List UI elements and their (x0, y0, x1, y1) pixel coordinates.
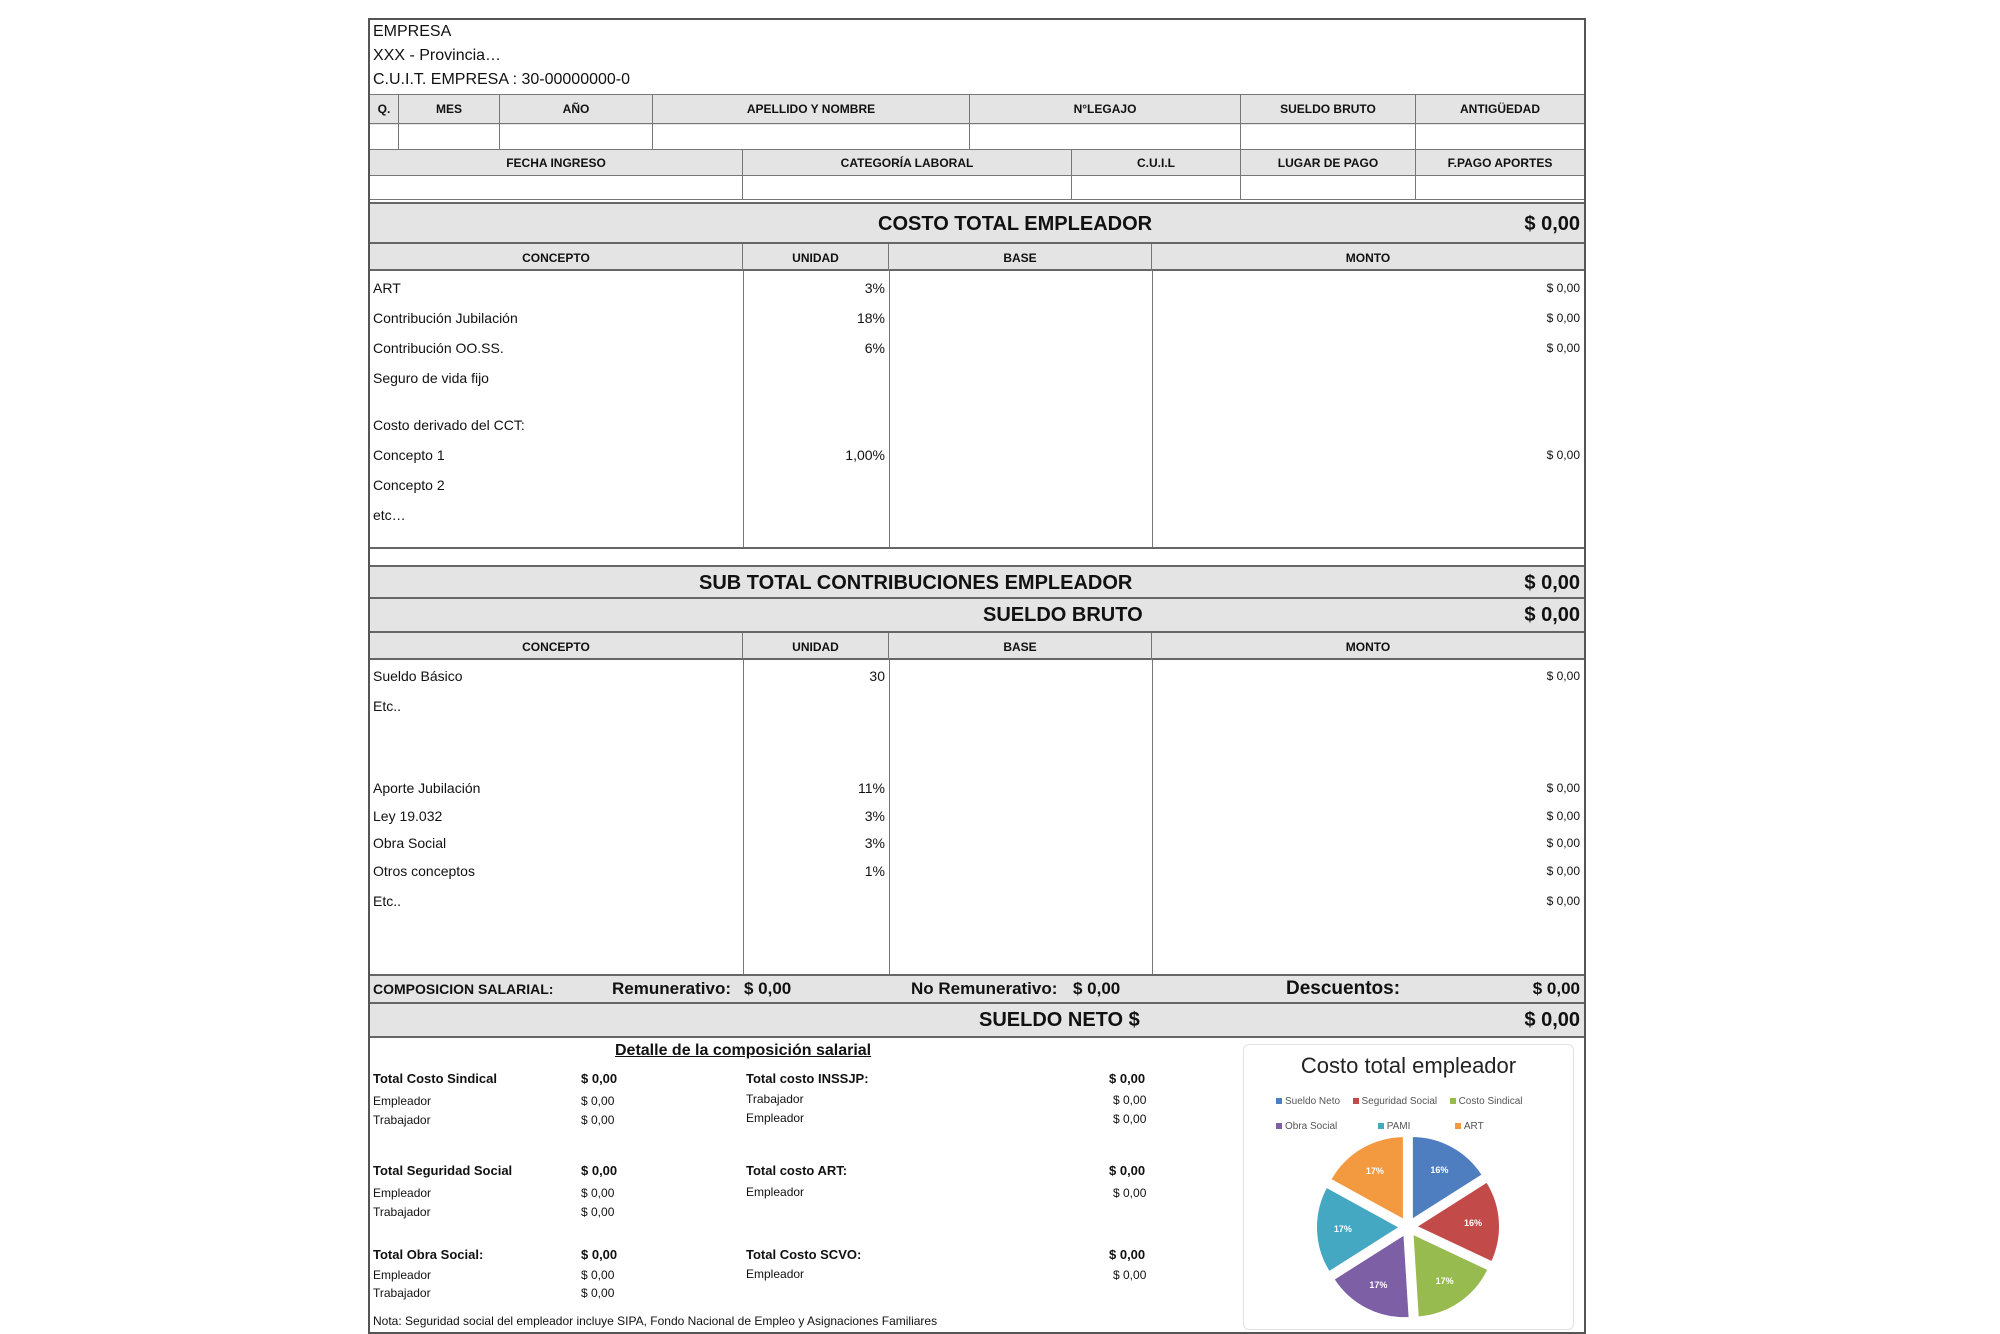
detalle-item-value: $ 0,00 (581, 1286, 615, 1300)
salary-monto: $ 0,00 (1546, 836, 1580, 850)
employer-col-unidad: UNIDAD (743, 244, 889, 271)
value-apellido-nombre[interactable] (653, 124, 970, 150)
detalle-item-label: Trabajador (746, 1092, 804, 1106)
col-anio: AÑO (500, 94, 653, 124)
detalle-block-total: $ 0,00 (581, 1247, 618, 1262)
detalle-block-total: $ 0,00 (1109, 1163, 1146, 1178)
salary-concepto: Sueldo Básico (373, 668, 463, 684)
salary-concepto: Aporte Jubilación (373, 780, 481, 796)
salary-monto: $ 0,00 (1546, 781, 1580, 795)
value-mes[interactable] (399, 124, 500, 150)
salary-concepto: Etc.. (373, 698, 402, 714)
detalle-block-total: $ 0,00 (1109, 1071, 1146, 1086)
detalle-block-title: Total Obra Social: (373, 1247, 484, 1262)
employer-concepto: etc… (373, 507, 406, 523)
col-fecha-ingreso: FECHA INGRESO (370, 150, 743, 176)
salary-concepto: Ley 19.032 (373, 808, 443, 824)
salary-monto: $ 0,00 (1546, 894, 1580, 908)
salary-unidad: 3% (864, 808, 885, 824)
col-q: Q. (370, 94, 399, 124)
employer-monto: $ 0,00 (1546, 281, 1580, 295)
value-lugar-pago[interactable] (1241, 176, 1416, 200)
employer-unidad: 18% (856, 310, 885, 326)
employer-concepto: Contribución OO.SS. (373, 340, 504, 356)
pie-slice-label: 17% (1369, 1280, 1388, 1291)
detalle-item-label: Empleador (373, 1268, 432, 1282)
detalle-item-label: Trabajador (373, 1205, 431, 1219)
detalle-block-title: Total Seguridad Social (373, 1163, 513, 1178)
employer-col-base: BASE (889, 244, 1152, 271)
legend-label: PAMI (1386, 1120, 1411, 1132)
detalle-item-label: Empleador (746, 1185, 805, 1199)
company-cuit: C.U.I.T. EMPRESA : 30-00000000-0 (373, 71, 631, 88)
detalle-item-label: Empleador (746, 1267, 805, 1281)
employer-monto: $ 0,00 (1546, 448, 1580, 462)
divider (370, 547, 1584, 549)
detalle-item-label: Empleador (373, 1186, 432, 1200)
costo-total-value: $ 0,00 (1524, 213, 1580, 235)
salary-monto: $ 0,00 (1546, 669, 1580, 683)
detalle-item-value: $ 0,00 (1113, 1112, 1147, 1126)
value-antiguedad[interactable] (1416, 124, 1584, 150)
legend-swatch (1353, 1098, 1359, 1104)
employer-monto: $ 0,00 (1546, 341, 1580, 355)
legend-label: Seguridad Social (1361, 1095, 1438, 1107)
legend-label: Obra Social (1285, 1120, 1338, 1132)
detalle-item-value: $ 0,00 (1113, 1268, 1147, 1282)
salary-unidad: 30 (869, 668, 885, 684)
costo-total-title: COSTO TOTAL EMPLEADOR (878, 213, 1153, 235)
no-remunerativo-label: No Remunerativo: (911, 979, 1058, 998)
sueldo-neto-title: SUELDO NETO $ (979, 1009, 1140, 1031)
employer-unidad: 1,00% (845, 447, 885, 463)
salary-concepto: Otros conceptos (373, 863, 475, 879)
col-legajo: N°LEGAJO (970, 94, 1241, 124)
col-cuil: C.U.I.L (1072, 150, 1241, 176)
sueldo-bruto-value: $ 0,00 (1524, 604, 1580, 626)
employer-concepto: Costo derivado del CCT: (373, 417, 525, 433)
sueldo-bruto-title: SUELDO BRUTO (983, 604, 1143, 626)
salary-col-base: BASE (889, 633, 1152, 660)
sueldo-neto-band (370, 1004, 1584, 1038)
employer-monto: $ 0,00 (1546, 311, 1580, 325)
salary-monto: $ 0,00 (1546, 809, 1580, 823)
detalle-item-value: $ 0,00 (1113, 1093, 1147, 1107)
remunerativo-label: Remunerativo: (612, 979, 732, 998)
detalle-item-value: $ 0,00 (581, 1113, 615, 1127)
divider (1152, 660, 1153, 974)
detalle-block-title: Total costo INSSJP: (746, 1071, 869, 1086)
descuentos-label: Descuentos: (1286, 978, 1401, 999)
col-fpago-aportes: F.PAGO APORTES (1416, 150, 1584, 176)
costo-total-band (370, 202, 1584, 244)
detalle-item-value: $ 0,00 (581, 1268, 615, 1282)
salary-unidad: 11% (858, 780, 885, 796)
employer-col-monto: MONTO (1345, 250, 1391, 265)
col-antiguedad: ANTIGÜEDAD (1416, 94, 1584, 124)
composicion-label: COMPOSICION SALARIAL: (373, 981, 554, 997)
col-mes: MES (399, 94, 500, 124)
composicion-band (370, 974, 1584, 1004)
col-categoria-laboral: CATEGORÍA LABORAL (743, 150, 1072, 176)
chart-title: Costo total empleador (1300, 1053, 1517, 1078)
legend-label: Costo Sindical (1458, 1095, 1523, 1107)
legend-swatch (1450, 1098, 1456, 1104)
sueldo-bruto-band (370, 599, 1584, 633)
salary-monto: $ 0,00 (1546, 864, 1580, 878)
no-remunerativo-value: $ 0,00 (1073, 979, 1121, 998)
col-lugar-pago: LUGAR DE PAGO (1241, 150, 1416, 176)
subtotal-value: $ 0,00 (1524, 572, 1580, 594)
legend-swatch (1276, 1123, 1282, 1129)
value-cuil[interactable] (1072, 176, 1241, 200)
pie-slice-label: 16% (1463, 1217, 1482, 1228)
chart-container (1243, 1044, 1574, 1330)
employer-concepto: Concepto 1 (373, 447, 445, 463)
employer-concepto: Concepto 2 (373, 477, 445, 493)
remunerativo-value: $ 0,00 (744, 979, 792, 998)
detalle-title: Detalle de la composición salarial (615, 1042, 872, 1059)
detalle-item-value: $ 0,00 (581, 1205, 615, 1219)
value-legajo[interactable] (970, 124, 1241, 150)
subtotal-band (370, 565, 1584, 599)
salary-concepto: Etc.. (373, 893, 402, 909)
company-province: XXX - Provincia… (373, 47, 502, 64)
divider (889, 660, 890, 974)
legend-label: Sueldo Neto (1285, 1095, 1341, 1107)
sueldo-neto-value: $ 0,00 (1524, 1009, 1580, 1031)
employer-unidad: 6% (864, 340, 885, 356)
pie-slice-label: 17% (1435, 1275, 1454, 1286)
detalle-item-label: Trabajador (373, 1113, 431, 1127)
value-fpago-aportes[interactable] (1416, 176, 1584, 200)
employer-concepto: ART (373, 280, 401, 296)
detalle-item-value: $ 0,00 (581, 1094, 615, 1108)
value-anio[interactable] (500, 124, 653, 150)
detalle-item-label: Empleador (373, 1094, 432, 1108)
detalle-block-total: $ 0,00 (581, 1071, 618, 1086)
detalle-item-label: Empleador (746, 1111, 805, 1125)
salary-col-concepto: CONCEPTO (370, 633, 743, 660)
detalle-block-total: $ 0,00 (581, 1163, 618, 1178)
value-fecha-ingreso[interactable] (370, 176, 743, 200)
col-apellido-nombre: APELLIDO Y NOMBRE (653, 94, 970, 124)
detalle-item-label: Trabajador (373, 1286, 431, 1300)
value-categoria-laboral[interactable] (743, 176, 1072, 200)
employer-concepto: Seguro de vida fijo (373, 370, 489, 386)
salary-concepto: Obra Social (373, 835, 447, 851)
value-sueldo-bruto[interactable] (1241, 124, 1416, 150)
salary-col-monto: MONTO (1345, 639, 1391, 654)
col-sueldo-bruto: SUELDO BRUTO (1241, 94, 1416, 124)
legend-item (1353, 1096, 1438, 1107)
legend-item (1276, 1096, 1340, 1107)
employer-unidad: 3% (864, 280, 885, 296)
detalle-item-value: $ 0,00 (1113, 1186, 1147, 1200)
employer-col-concepto: CONCEPTO (370, 244, 743, 271)
detalle-block-title: Total costo ART: (746, 1163, 848, 1178)
legend-item (1450, 1096, 1523, 1107)
employer-concepto: Contribución Jubilación (373, 310, 518, 326)
pie-chart (1284, 1127, 1534, 1327)
descuentos-value: $ 0,00 (1532, 979, 1580, 998)
salary-col-unidad: UNIDAD (743, 633, 889, 660)
salary-unidad: 3% (864, 835, 885, 851)
detalle-block-title: Total Costo Sindical (373, 1071, 497, 1086)
detalle-item-value: $ 0,00 (581, 1186, 615, 1200)
divider (1152, 271, 1153, 547)
pie-slice-label: 17% (1365, 1165, 1384, 1176)
legend-swatch (1276, 1098, 1282, 1104)
divider (889, 271, 890, 547)
salary-unidad: 1% (864, 863, 885, 879)
legend-label: ART (1463, 1120, 1484, 1132)
company-name: EMPRESA (373, 23, 452, 40)
detalle-block-title: Total Costo SCVO: (746, 1247, 862, 1262)
pie-slice-label: 16% (1430, 1164, 1449, 1175)
pie-slice-label: 17% (1333, 1224, 1352, 1235)
detalle-nota: Nota: Seguridad social del empleador incluye SIPA, Fondo Nacional de Empleo y Asignaciones Familiares (373, 1314, 938, 1328)
detalle-block-total: $ 0,00 (1109, 1247, 1146, 1262)
subtotal-title: SUB TOTAL CONTRIBUCIONES EMPLEADOR (699, 572, 1133, 594)
payroll-sheet (368, 18, 1586, 1334)
value-q[interactable] (370, 124, 399, 150)
